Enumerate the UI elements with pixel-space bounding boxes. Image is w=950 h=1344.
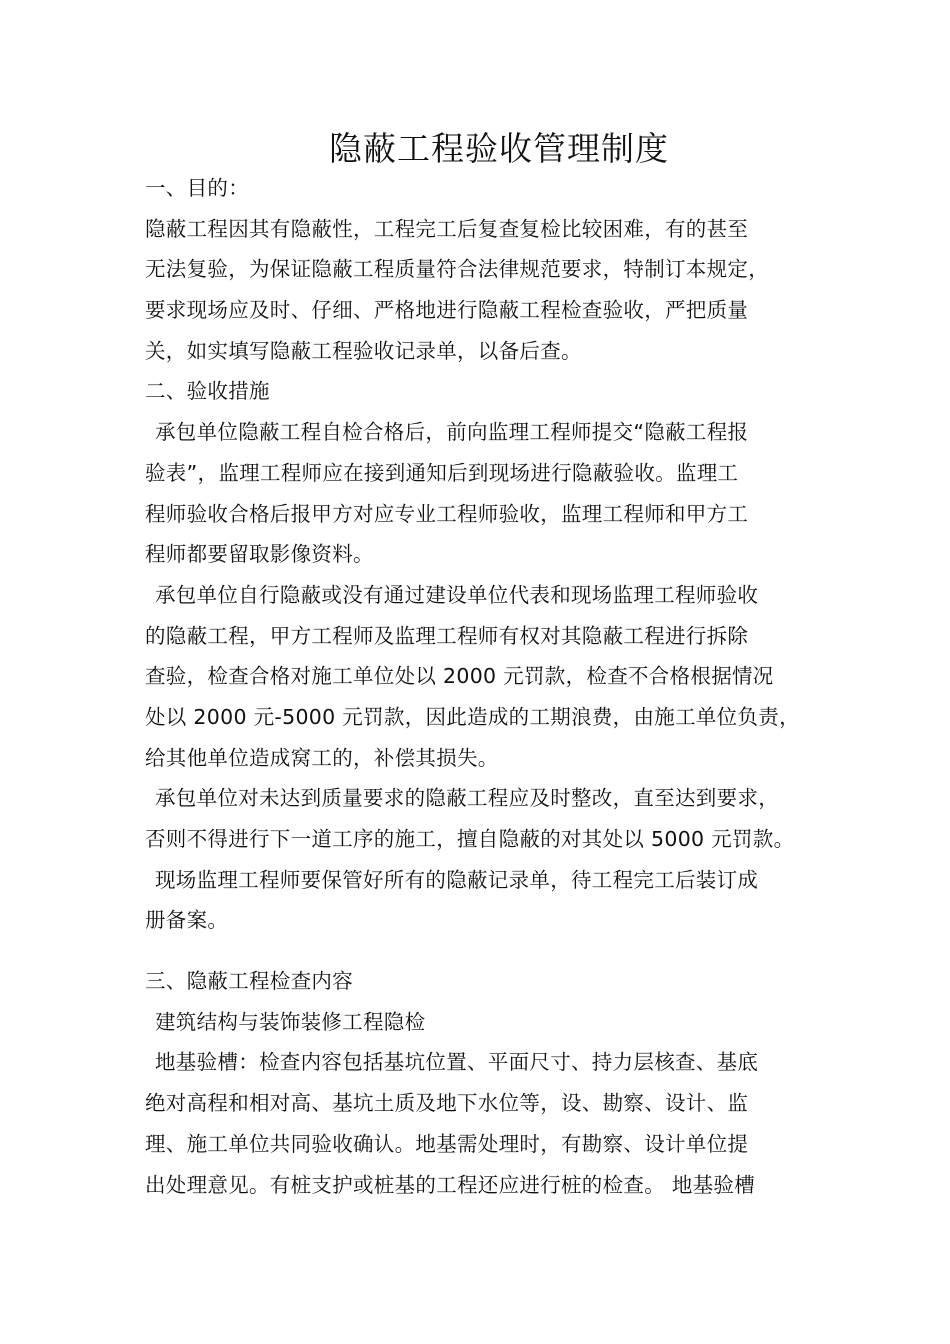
section-heading: 一、目的：: [145, 176, 249, 200]
paragraph-line: 的隐蔽工程，甲方工程师及监理工程师有权对其隐蔽工程进行拆除: [145, 623, 749, 648]
paragraph-line: 绝对高程和相对高、基坑土质及地下水位等，设、勘察、设计、监: [145, 1091, 749, 1116]
paragraph-line: 出处理意见。有桩支护或桩基的工程还应进行桩的检查。 地基验槽: [145, 1172, 756, 1197]
paragraph-line: 承包单位对未达到质量要求的隐蔽工程应及时整改，直至达到要求，: [155, 786, 779, 811]
paragraph-line: 无法复验，为保证隐蔽工程质量符合法律规范要求，特制订本规定，: [145, 257, 769, 282]
paragraph-line: 理、施工单位共同验收确认。地基需处理时，有勘察、设计单位提: [145, 1131, 749, 1156]
paragraph-line: 承包单位隐蔽工程自检合格后，前向监理工程师提交“隐蔽工程报: [155, 420, 749, 445]
paragraph-line: 验表”，监理工程师应在接到通知后到现场进行隐蔽验收。监理工: [145, 460, 739, 485]
paragraph-line: 册备案。: [145, 908, 229, 933]
paragraph-line: 关，如实填写隐蔽工程验收记录单，以备后查。: [145, 338, 582, 363]
paragraph-line: 程师都要留取影像资料。: [145, 542, 374, 567]
paragraph-line: 建筑结构与装饰装修工程隐检: [155, 1009, 426, 1034]
paragraph-line: 现场监理工程师要保管好所有的隐蔽记录单，待工程完工后装订成: [155, 867, 759, 892]
paragraph-line: 否则不得进行下一道工序的施工，擅自隐蔽的对其处以 5000 元罚款。: [145, 827, 795, 851]
paragraph-gap: [145, 941, 825, 961]
paragraph-line: 承包单位自行隐蔽或没有通过建设单位代表和现场监理工程师验收: [155, 582, 759, 607]
paragraph-line: 给其他单位造成窝工的，补偿其损失。: [145, 745, 499, 770]
section-heading: 二、验收措施: [145, 379, 270, 404]
paragraph-line: 程师验收合格后报甲方对应专业工程师验收，监理工程师和甲方工: [145, 501, 749, 526]
document-body: [145, 168, 825, 1205]
paragraph-line: 地基验槽：检查内容包括基坑位置、平面尺寸、持力层核查、基底: [155, 1050, 759, 1075]
paragraph-line: 要求现场应及时、仔细、严格地进行隐蔽工程检查验收，严把质量: [145, 298, 749, 323]
paragraph-line: 隐蔽工程因其有隐蔽性，工程完工后复查复检比较困难，有的甚至: [145, 216, 749, 241]
paragraph-line: 查验，检查合格对施工单位处以 2000 元罚款，检查不合格根据情况: [145, 664, 774, 689]
paragraph-line: 处以 2000 元-5000 元罚款，因此造成的工期浪费，由施工单位负责，: [145, 704, 800, 729]
section-heading: 三、隐蔽工程检查内容: [145, 969, 353, 994]
document-title: 隐蔽工程验收管理制度: [329, 129, 669, 168]
